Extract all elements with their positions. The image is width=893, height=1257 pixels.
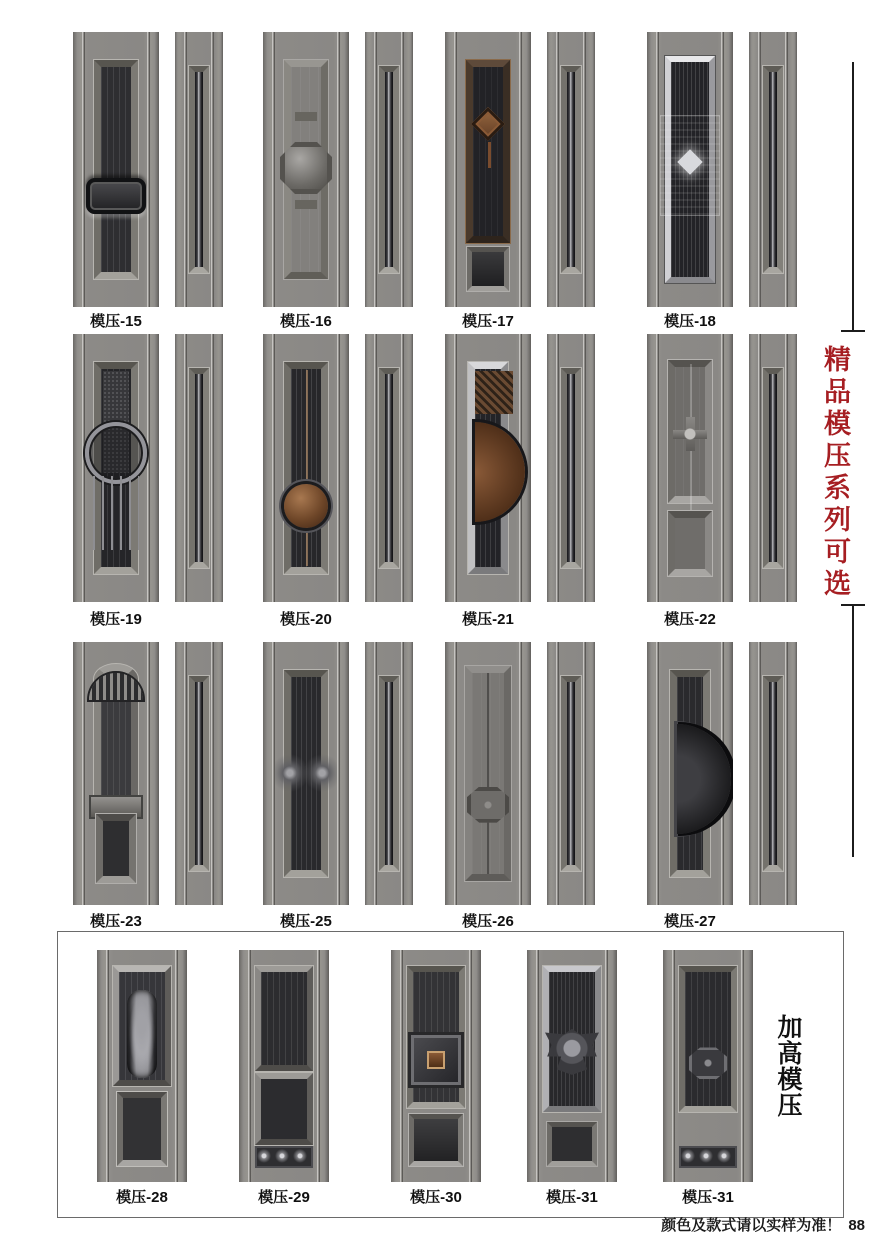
door-panel-image <box>445 32 531 307</box>
door-side-panel-image <box>749 642 797 905</box>
side-panel-slot <box>379 676 399 871</box>
door-inner-panel <box>679 966 737 1112</box>
door-panel-image <box>647 642 733 905</box>
door-label: 模压-23 <box>90 913 142 930</box>
door-decoration-secondary <box>488 142 491 168</box>
door-side-panel-image <box>175 642 223 905</box>
door-side-panel-image <box>547 334 595 602</box>
door-side-panel-image <box>365 32 413 307</box>
side-panel-slot <box>189 676 209 871</box>
door-sub-panel <box>96 814 136 883</box>
door-sub-panel <box>255 1073 313 1145</box>
door-decoration <box>85 422 147 484</box>
door-side-panel-image <box>547 32 595 307</box>
door-label: 模压-26 <box>462 913 514 930</box>
door-label: 模压-22 <box>664 611 716 628</box>
premium-series-note: 精品模压系列可选 <box>820 345 850 601</box>
door-panel-image <box>647 32 733 307</box>
door-label: 模压-18 <box>664 313 716 330</box>
door-decoration-secondary <box>295 112 317 121</box>
door-decoration <box>689 1047 727 1079</box>
side-panel-slot <box>379 66 399 273</box>
rail-line-top <box>852 62 854 330</box>
door-panel-image <box>445 334 531 602</box>
side-panel-slot <box>379 368 399 568</box>
door-inner-panel <box>255 966 313 1071</box>
door-inner-panel <box>465 666 511 881</box>
door-panel-image <box>239 950 329 1182</box>
door-panel-image <box>97 950 187 1182</box>
door-decoration <box>677 724 731 834</box>
side-panel-slot <box>189 368 209 568</box>
door-label: 模压-20 <box>280 611 332 628</box>
rail-cap-top <box>841 330 865 332</box>
door-label: 模压-16 <box>280 313 332 330</box>
door-label: 模压-29 <box>258 1189 310 1206</box>
door-panel-image <box>263 642 349 905</box>
side-panel-slot <box>561 676 581 871</box>
door-inner-panel <box>407 966 465 1108</box>
door-panel-image <box>263 32 349 307</box>
footer <box>661 1214 865 1235</box>
door-panel-image <box>391 950 481 1182</box>
door-decoration <box>127 990 157 1078</box>
door-decoration-secondary <box>306 370 308 566</box>
door-decoration <box>284 484 328 528</box>
door-label: 模压-25 <box>280 913 332 930</box>
side-panel-slot <box>561 368 581 568</box>
door-decoration <box>467 787 509 823</box>
door-side-panel-image <box>749 32 797 307</box>
door-decoration <box>475 422 525 522</box>
door-sub-panel <box>547 1122 597 1166</box>
door-side-panel-image <box>547 642 595 905</box>
side-panel-slot <box>763 66 783 273</box>
page-number: 88 <box>848 1217 865 1234</box>
door-decoration <box>673 417 707 451</box>
door-side-panel-image <box>365 334 413 602</box>
door-decoration <box>86 178 146 214</box>
door-label: 模压-15 <box>90 313 142 330</box>
door-label: 模压-17 <box>462 313 514 330</box>
door-label: 模压-31 <box>546 1189 598 1206</box>
side-panel-slot <box>763 368 783 568</box>
door-label: 模压-30 <box>410 1189 462 1206</box>
door-side-panel-image <box>175 334 223 602</box>
door-decoration <box>275 750 337 796</box>
door-decoration <box>280 142 332 194</box>
door-label: 模压-31 <box>682 1189 734 1206</box>
door-label: 模压-19 <box>90 611 142 628</box>
door-sub-panel <box>467 247 509 291</box>
door-side-panel-image <box>175 32 223 307</box>
door-label: 模压-21 <box>462 611 514 628</box>
door-decoration-secondary <box>255 1146 313 1168</box>
side-panel-slot <box>561 66 581 273</box>
door-side-panel-image <box>749 334 797 602</box>
door-decoration <box>414 1038 458 1082</box>
door-decoration-secondary <box>475 371 513 414</box>
door-panel-image <box>647 334 733 602</box>
door-decoration-secondary <box>679 1146 737 1168</box>
rail-line-bottom <box>852 606 854 857</box>
door-inner-panel <box>94 60 138 279</box>
door-panel-image <box>445 642 531 905</box>
tall-series-note: 加高模压 <box>774 1014 802 1118</box>
door-label: 模压-28 <box>116 1189 168 1206</box>
door-sub-panel <box>668 511 712 576</box>
door-panel-image <box>527 950 617 1182</box>
door-side-panel-image <box>365 642 413 905</box>
door-panel-image <box>263 334 349 602</box>
side-panel-slot <box>763 676 783 871</box>
door-panel-image <box>73 32 159 307</box>
door-label: 模压-27 <box>664 913 716 930</box>
door-sub-panel <box>409 1114 463 1166</box>
door-panel-image <box>663 950 753 1182</box>
door-panel-image <box>73 642 159 905</box>
door-sub-panel <box>117 1092 167 1166</box>
door-panel-image <box>73 334 159 602</box>
footer-note-text: 颜色及款式请以实样为准！ <box>661 1217 842 1234</box>
side-panel-slot <box>189 66 209 273</box>
